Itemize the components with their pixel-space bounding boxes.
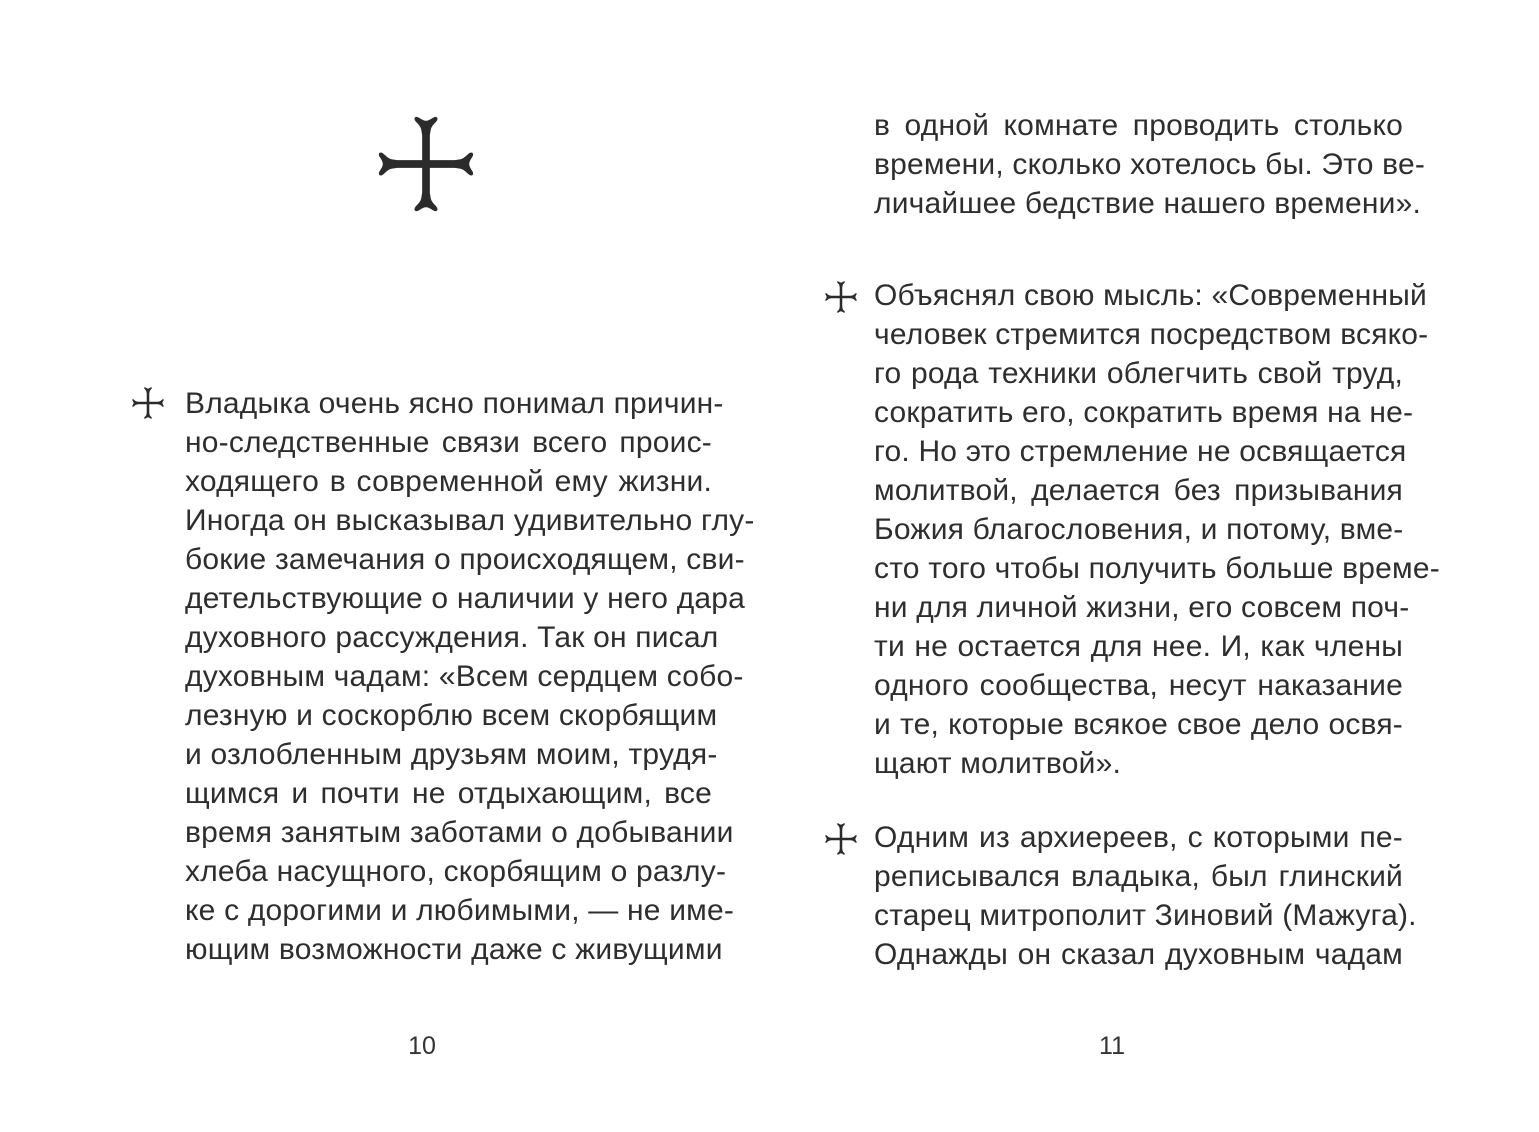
text-line: сократить его, сократить время на не- <box>874 396 1414 429</box>
text-line: человек стремится посредством всяко- <box>874 318 1429 351</box>
text-line: старец митрополит Зиновий (Мажуга). <box>874 899 1417 932</box>
cross-icon <box>132 386 164 420</box>
text-line: духовным чадам: «Всем сердцем собо- <box>185 660 744 693</box>
paragraph <box>874 276 1440 783</box>
text-line: реписывался владыка, был глинский <box>874 860 1403 893</box>
page-number: 10 <box>408 1032 436 1060</box>
text-line: бокие замечания о происходящем, сви- <box>185 543 745 576</box>
text-line: времени, сколько хотелось бы. Это ве- <box>874 148 1426 181</box>
text-line: лезную и соскорблю всем скорбящим <box>185 699 718 732</box>
text-line: ни для личной жизни, его совсем поч- <box>874 591 1410 624</box>
cross-icon <box>378 112 474 216</box>
paragraph <box>185 384 755 969</box>
text-line: и те, которые всякое свое дело освя- <box>874 708 1403 741</box>
paragraph <box>874 818 1417 974</box>
text-line: хлеба насущного, скорбящим о разлу- <box>185 855 727 888</box>
text-line: личайшее бедствие нашего времени». <box>874 187 1422 220</box>
text-line: Одним из архиереев, с которыми пе- <box>874 821 1403 854</box>
text-line: время занятым заботами о добывании <box>185 816 734 849</box>
right-page <box>770 0 1539 1132</box>
text-line: духовного рассуждения. Так он писал <box>185 621 719 654</box>
cross-icon <box>825 822 857 856</box>
text-line: в одной комнате проводить столько <box>874 109 1403 142</box>
text-line: ти не остается для нее. И, как члены <box>874 630 1403 663</box>
paragraph <box>874 106 1426 223</box>
text-line: детельствующие о наличии у него дара <box>185 582 746 615</box>
text-line: Владыка очень ясно понимал причин- <box>185 387 724 420</box>
text-line: щимся и почти не отдыхающим, все <box>185 777 712 810</box>
text-line: сто того чтобы получить больше време- <box>874 552 1440 585</box>
text-line: Однажды он сказал духовным чадам <box>874 938 1403 971</box>
text-line: но-следственные связи всего проис- <box>185 426 712 459</box>
page-number: 11 <box>1099 1032 1125 1060</box>
text-line: и озлобленным друзьям моим, трудя- <box>185 738 718 771</box>
text-line: Объяснял свою мысль: «Современный <box>874 279 1427 312</box>
text-line: молитвой, делается без призывания <box>874 474 1403 507</box>
text-line: одного сообщества, несут наказание <box>874 669 1403 702</box>
text-line: го. Но это стремление не освящается <box>874 435 1407 468</box>
text-line: ющим возможности даже с живущими <box>185 933 723 966</box>
text-line: Божия благословения, и потому, вме- <box>874 513 1404 546</box>
text-line: ке с дорогими и любимыми, — не име- <box>185 894 735 927</box>
cross-icon <box>825 280 857 314</box>
text-line: Иногда он высказывал удивительно глу- <box>185 504 755 537</box>
text-line: го рода техники облегчить свой труд, <box>874 357 1403 390</box>
text-line: щают молитвой». <box>874 747 1121 780</box>
text-line: ходящего в современной ему жизни. <box>185 465 712 498</box>
